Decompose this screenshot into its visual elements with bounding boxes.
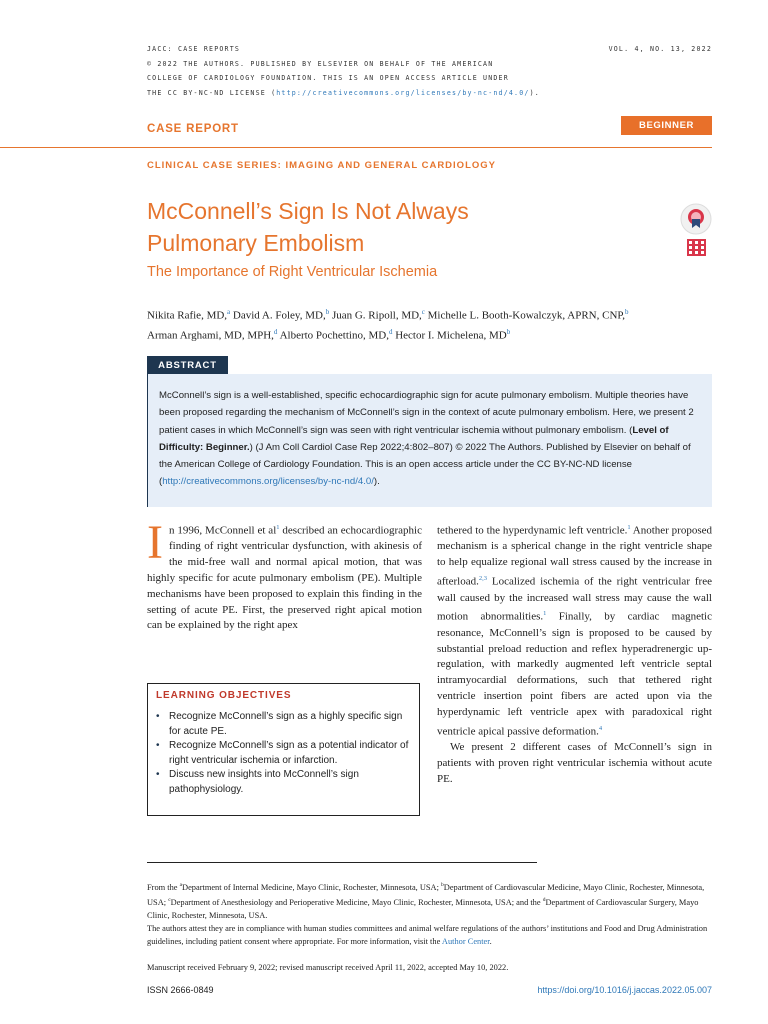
affil-ref[interactable]: c: [421, 308, 425, 316]
list-item: • Discuss new insights into McConnell’s sign pathophysiology.: [156, 769, 359, 795]
learning-objectives-box: [147, 683, 420, 816]
footnotes: [147, 879, 717, 948]
article-subtitle: The Importance of Right Ventricular Ischemia: [147, 264, 438, 280]
volume-info: VOL. 4, NO. 13, 2022: [608, 45, 712, 53]
citation-ref[interactable]: 1: [627, 524, 631, 531]
abstract-label: ABSTRACT: [147, 356, 228, 375]
abstract-license-link[interactable]: http://creativecommons.org/licenses/by-nc-nd/4.0/: [162, 476, 374, 488]
running-header: [147, 42, 540, 100]
journal-name: JACC: CASE REPORTS: [147, 45, 241, 53]
bullet-icon: •: [156, 740, 160, 751]
learning-objectives-list: [156, 710, 414, 797]
issn: ISSN 2666-0849: [147, 985, 214, 995]
manuscript-dates: Manuscript received February 9, 2022; revised manuscript received April 11, 2022, accepted May 10, 2022.: [147, 963, 509, 972]
figures-grid-icon[interactable]: [687, 239, 706, 256]
author-center-link[interactable]: Author Center: [441, 936, 490, 946]
header-divider: [0, 147, 712, 148]
abstract-box: [147, 374, 712, 507]
bullet-icon: •: [156, 769, 160, 780]
citation-ref[interactable]: 1: [543, 610, 547, 618]
affil-ref[interactable]: b: [625, 308, 629, 316]
compliance-statement: The authors attest they are in compliance with human studies committees and animal welfare regulations of the authors’ institutions and Food and Drug Administration guidelines, including patient consent where appropriate. For more information, visit the Author Center.: [147, 923, 708, 946]
doi-link[interactable]: https://doi.org/10.1016/j.jaccas.2022.05.007: [537, 985, 712, 995]
difficulty-badge: BEGINNER: [621, 116, 712, 135]
affiliations: From the $^a$Department of Internal Medicine, Mayo Clinic, Rochester, Minnesota, USA; $^b$Department of Cardiovascular Medicine, Mayo Clinic, Rochester, Minnesota, USA; $^c$Department of Anesthesiology and Perioperative Medicine, Mayo Clinic, Rochester, Minnesota, USA; and the $^d$Department of Cardiovascular Surgery, Mayo Clinic, Rochester, Minnesota, USA.: [147, 882, 705, 920]
license-link[interactable]: http://creativecommons.org/licenses/by-nc-nd/4.0/: [276, 88, 530, 97]
article-title: McConnell’s Sign Is Not Always Pulmonary Embolism: [147, 198, 469, 256]
citation-ref[interactable]: 1: [276, 524, 280, 531]
list-item: • Recognize McConnell’s sign as a potential indicator of right ventricular ischemia or infarction.: [156, 740, 409, 766]
citation-ref[interactable]: 4: [598, 724, 603, 732]
crossmark-icon[interactable]: [680, 203, 712, 235]
author-list: Nikita Rafie, MD,$^a$ David A. Foley, MD,$^b$ Juan G. Ripoll, MD,$^c$ Michelle L. Booth-Kowalczyk, APRN, CNP,$^b$ Arman Arghami, MD, MPH,$^d$ Alberto Pochettino, MD,$^d$ Hector I. Michelena, $MD^b$: [147, 308, 629, 342]
series-label: CLINICAL CASE SERIES: IMAGING AND GENERAL CARDIOLOGY: [147, 160, 496, 171]
paragraph: We present 2 different cases of McConnell’s sign in patients with proven right ventricular ischemia without acute PE.: [437, 740, 712, 785]
copyright-line-1: © 2022 THE AUTHORS. PUBLISHED BY ELSEVIER ON BEHALF OF THE AMERICAN: [147, 59, 494, 68]
abstract-text: McConnell’s sign is a well-established, specific echocardiographic sign for acute pulmonary embolism. Multiple theories have been proposed regarding the mechanism of McConnell’s sign in the context of acute pulmonary embolism. Here, we present 2 patient cases in which McConnell’s sign was seen with right ventricular ischemia without pulmonary embolism. (Level of Difficulty: Beginner.) (J Am Coll Cardiol Case Rep 2022;4:802–807) © 2022 The Authors. Published by Elsevier on behalf of the American College of Cardiology Foundation. This is an open access article under the CC BY-NC-ND license (http://creativecommons.org/licenses/by-nc-nd/4.0/).: [159, 390, 694, 488]
body-column-1: I n 1996, McConnell et $al^1$ described an echocardiographic finding of right ventricular dysfunction, with akinesis of the mid-free wall and normal apical motion, that was highly specific for acute pulmonary embolism (PE). Multiple mechanisms have been proposed to explain this finding in the setting of acute PE. First, the preserved right apical motion can be explained by the right apex: [147, 516, 422, 632]
body-column-2: [437, 520, 712, 787]
affil-ref[interactable]: b: [325, 308, 330, 316]
learning-objectives-title: LEARNING OBJECTIVES: [156, 690, 292, 701]
affil-ref[interactable]: a: [227, 308, 231, 316]
copyright-line-2: COLLEGE OF CARDIOLOGY FOUNDATION. THIS IS AN OPEN ACCESS ARTICLE UNDER: [147, 74, 509, 82]
list-item: • Recognize McConnell’s sign as a highly specific sign for acute PE.: [156, 711, 403, 737]
drop-cap: I: [147, 516, 163, 569]
affil-ref[interactable]: b: [506, 327, 511, 336]
bullet-icon: •: [156, 711, 160, 722]
copyright-line-3: THE CC BY-NC-ND LICENSE (http://creativecommons.org/licenses/by-nc-nd/4.0/).: [147, 88, 540, 97]
affil-ref[interactable]: d: [273, 327, 278, 336]
paragraph: tethered to the hyperdynamic left ventricle.$^1$ Another proposed mechanism is a spherical change in the right ventricle shape to help equalize regional wall stress caused by the increase in afterload.$^{2,3}$ Localized ischemia of the right ventricular free wall caused by the increased wall stress may cause the wall motion abnormalities.$^1$ Finally, by cardiac magnetic resonance, McConnell’s sign is proposed to be caused by substantial preload reduction and reflex hyperadrenergic up-regulation, with markedly augmented left ventricle septal intramyocardial deformations, such that tethered right ventricle insertion point fibers are acted upon via the hyperdynamic left ventricle apex with paradoxical right ventricle apical passive deformation.$^4$: [437, 524, 713, 738]
affil-ref[interactable]: d: [388, 327, 393, 336]
footnote-divider: [147, 862, 537, 863]
article-type: CASE REPORT: [147, 123, 239, 135]
citation-ref[interactable]: 2,3: [478, 575, 487, 583]
